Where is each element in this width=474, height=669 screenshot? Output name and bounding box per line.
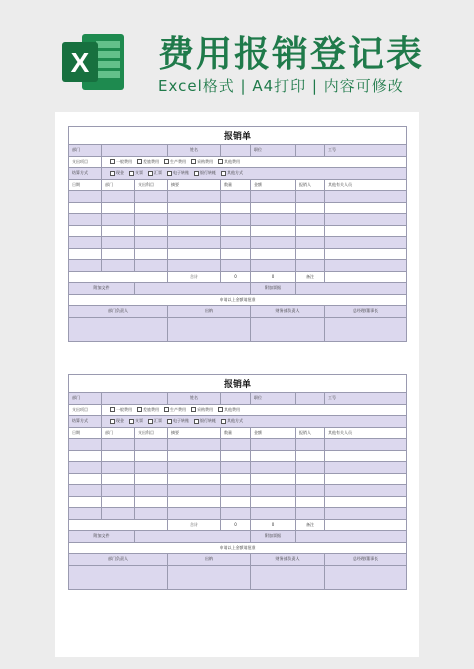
entry-cell[interactable]: [69, 248, 102, 260]
entry-cell[interactable]: [102, 248, 135, 260]
checkbox-label: 支票: [135, 170, 143, 176]
entry-cell[interactable]: [102, 191, 135, 203]
remark-label: 备注: [296, 271, 325, 283]
total-amount: 0: [251, 519, 296, 531]
table-row: [69, 508, 407, 520]
entry-cell[interactable]: [135, 225, 168, 237]
entry-cell[interactable]: [325, 248, 407, 260]
entry-cell[interactable]: [296, 473, 325, 485]
table-row: [69, 473, 407, 485]
entry-cell[interactable]: [102, 237, 135, 249]
entry-cell[interactable]: [135, 473, 168, 485]
entry-cell[interactable]: [102, 450, 135, 462]
extra-field[interactable]: [296, 283, 407, 295]
entry-cell[interactable]: [168, 485, 221, 497]
checkbox[interactable]: [129, 419, 134, 424]
entry-cell[interactable]: [296, 508, 325, 520]
dept-field[interactable]: [102, 145, 168, 157]
checkbox[interactable]: [218, 407, 223, 412]
checkbox[interactable]: [137, 159, 142, 164]
entry-cell[interactable]: [325, 450, 407, 462]
entry-cell[interactable]: [102, 473, 135, 485]
checkbox[interactable]: [148, 419, 153, 424]
column-header: 日期: [69, 427, 102, 439]
checkbox-label: 银行转帐: [200, 418, 216, 424]
entry-cell[interactable]: [296, 191, 325, 203]
attachment-field[interactable]: [135, 531, 251, 543]
column-header: 支出科目: [135, 179, 168, 191]
remark-field[interactable]: [325, 271, 407, 283]
entry-cell[interactable]: [221, 439, 251, 451]
sign-field[interactable]: [325, 565, 407, 589]
total-blank: [69, 519, 168, 531]
entry-cell[interactable]: [325, 225, 407, 237]
checkbox-label: 生产费用: [170, 406, 186, 412]
entry-cell[interactable]: [135, 237, 168, 249]
entry-cell[interactable]: [168, 508, 221, 520]
entry-cell[interactable]: [69, 473, 102, 485]
checkbox[interactable]: [221, 419, 226, 424]
column-header: 数量: [221, 427, 251, 439]
entry-cell[interactable]: [251, 462, 296, 474]
sign-field[interactable]: [168, 565, 251, 589]
checkbox-label: 差旅费用: [143, 158, 159, 164]
checkbox[interactable]: [137, 407, 142, 412]
entry-cell[interactable]: [251, 191, 296, 203]
entry-cell[interactable]: [135, 191, 168, 203]
checkbox[interactable]: [221, 171, 226, 176]
entry-cell[interactable]: [102, 508, 135, 520]
checkbox[interactable]: [167, 171, 172, 176]
table-row: [69, 260, 407, 272]
sign-field[interactable]: [69, 565, 168, 589]
checkbox-label: 银行转帐: [200, 170, 216, 176]
entry-cell[interactable]: [325, 485, 407, 497]
dept-label: 部门: [69, 145, 102, 157]
entry-cell[interactable]: [221, 496, 251, 508]
entry-cell[interactable]: [251, 225, 296, 237]
column-header: 摘要: [168, 427, 221, 439]
checkbox[interactable]: [218, 159, 223, 164]
entry-cell[interactable]: [221, 485, 251, 497]
table-row: [69, 496, 407, 508]
entry-cell[interactable]: [135, 508, 168, 520]
entry-cell[interactable]: [168, 473, 221, 485]
entry-cell[interactable]: [69, 508, 102, 520]
entry-cell[interactable]: [296, 496, 325, 508]
excel-icon: [62, 32, 126, 92]
table-row: [69, 450, 407, 462]
total-amount: 0: [251, 271, 296, 283]
entry-cell[interactable]: [251, 202, 296, 214]
checkbox-label: 生产费用: [170, 158, 186, 164]
total-qty: 0: [221, 519, 251, 531]
entry-cell[interactable]: [168, 496, 221, 508]
entry-cell[interactable]: [296, 248, 325, 260]
checkbox[interactable]: [129, 171, 134, 176]
entry-cell[interactable]: [251, 260, 296, 272]
entry-cell[interactable]: [69, 191, 102, 203]
table-row: [69, 485, 407, 497]
column-header: 支出科目: [135, 427, 168, 439]
attachment-field[interactable]: [135, 283, 251, 295]
checkbox-label: 其他方式: [227, 418, 243, 424]
checkbox-label: 电子转账: [173, 170, 189, 176]
column-header: 摘要: [168, 179, 221, 191]
position-label: 职位: [251, 393, 296, 405]
total-label: 合计: [168, 519, 221, 531]
checkbox-label: 电子转账: [173, 418, 189, 424]
table-row: [69, 439, 407, 451]
column-header: 报销人: [296, 427, 325, 439]
entry-cell[interactable]: [251, 248, 296, 260]
entry-cell[interactable]: [221, 202, 251, 214]
column-header: 日期: [69, 179, 102, 191]
checkbox[interactable]: [110, 171, 115, 176]
column-header: 部门: [102, 179, 135, 191]
checkbox[interactable]: [191, 159, 196, 164]
entry-cell[interactable]: [69, 462, 102, 474]
entry-cell[interactable]: [251, 473, 296, 485]
entry-cell[interactable]: [325, 202, 407, 214]
entry-cell[interactable]: [135, 496, 168, 508]
entry-cell[interactable]: [168, 248, 221, 260]
entry-cell[interactable]: [135, 450, 168, 462]
checkbox[interactable]: [194, 171, 199, 176]
sign-label: 财务部负责人: [251, 306, 325, 318]
entry-cell[interactable]: [69, 202, 102, 214]
page-title: 费用报销登记表: [158, 34, 425, 75]
entry-cell[interactable]: [102, 260, 135, 272]
column-header: 金额: [251, 179, 296, 191]
total-label: 合计: [168, 271, 221, 283]
entry-cell[interactable]: [251, 214, 296, 226]
dept-field[interactable]: [102, 393, 168, 405]
reimbursement-form: [68, 374, 406, 590]
entry-cell[interactable]: [168, 225, 221, 237]
total-blank: [69, 271, 168, 283]
entry-cell[interactable]: [168, 214, 221, 226]
extra-label: 附加票据: [251, 531, 296, 543]
entry-cell[interactable]: [168, 450, 221, 462]
table-row: [69, 225, 407, 237]
checkbox-label: 现金: [116, 170, 124, 176]
entry-cell[interactable]: [221, 473, 251, 485]
name-field[interactable]: [221, 145, 251, 157]
entry-cell[interactable]: [102, 214, 135, 226]
entry-cell[interactable]: [251, 439, 296, 451]
form-table: [68, 126, 407, 342]
entry-cell[interactable]: [221, 225, 251, 237]
entry-cell[interactable]: [296, 450, 325, 462]
column-header: 金额: [251, 427, 296, 439]
attachment-label: 附加文件: [69, 531, 135, 543]
checkbox[interactable]: [148, 171, 153, 176]
entry-cell[interactable]: [69, 485, 102, 497]
sign-label: 总经理/董事长: [325, 554, 407, 566]
form-title: 报销单: [69, 127, 407, 145]
position-field[interactable]: [296, 393, 325, 405]
sign-field[interactable]: [251, 317, 325, 341]
expense-item-label: 支出项目: [69, 404, 102, 416]
sign-field[interactable]: [69, 317, 168, 341]
payment-method-label: 结算方式: [69, 416, 102, 428]
position-field[interactable]: [296, 145, 325, 157]
column-header: 报销人: [296, 179, 325, 191]
payment-method-options: [102, 168, 407, 180]
approval-text: 申请以上金额请批准: [69, 294, 407, 306]
column-header: 其他有关人员: [325, 179, 407, 191]
entry-cell[interactable]: [135, 462, 168, 474]
entry-cell[interactable]: [69, 439, 102, 451]
name-label: 姓名: [168, 145, 221, 157]
entry-cell[interactable]: [102, 462, 135, 474]
sign-field[interactable]: [168, 317, 251, 341]
entry-cell[interactable]: [168, 191, 221, 203]
entry-cell[interactable]: [168, 237, 221, 249]
checkbox-label: 一般费用: [116, 406, 132, 412]
form-title: 报销单: [69, 375, 407, 393]
entry-cell[interactable]: [168, 439, 221, 451]
page-subtitle: Excel格式 | A4打印 | 内容可修改: [158, 77, 404, 95]
entry-cell[interactable]: [251, 237, 296, 249]
entry-cell[interactable]: [69, 496, 102, 508]
entry-cell[interactable]: [221, 508, 251, 520]
column-header: 数量: [221, 179, 251, 191]
entry-cell[interactable]: [251, 485, 296, 497]
checkbox[interactable]: [110, 407, 115, 412]
checkbox-label: 采购费用: [197, 158, 213, 164]
reimbursement-form: [68, 126, 406, 342]
id-label: 工号: [325, 393, 407, 405]
entry-cell[interactable]: [221, 248, 251, 260]
extra-field[interactable]: [296, 531, 407, 543]
entry-cell[interactable]: [296, 237, 325, 249]
sign-label: 部门负责人: [69, 554, 168, 566]
name-field[interactable]: [221, 393, 251, 405]
entry-cell[interactable]: [325, 237, 407, 249]
a4-page: [55, 112, 419, 657]
entry-cell[interactable]: [102, 225, 135, 237]
name-label: 姓名: [168, 393, 221, 405]
table-row: [69, 462, 407, 474]
checkbox-label: 汇票: [154, 418, 162, 424]
checkbox-label: 其他方式: [227, 170, 243, 176]
entry-cell[interactable]: [325, 260, 407, 272]
payment-method-label: 结算方式: [69, 168, 102, 180]
entry-cell[interactable]: [221, 450, 251, 462]
entry-cell[interactable]: [135, 485, 168, 497]
entry-cell[interactable]: [102, 202, 135, 214]
form-table: [68, 374, 407, 590]
expense-item-options: [102, 404, 407, 416]
sign-label: 财务部负责人: [251, 554, 325, 566]
sign-label: 总经理/董事长: [325, 306, 407, 318]
checkbox[interactable]: [110, 159, 115, 164]
entry-cell[interactable]: [251, 508, 296, 520]
entry-cell[interactable]: [296, 202, 325, 214]
header: [0, 0, 474, 112]
entry-cell[interactable]: [221, 191, 251, 203]
table-row: [69, 191, 407, 203]
sign-field[interactable]: [325, 317, 407, 341]
extra-label: 附加票据: [251, 283, 296, 295]
entry-cell[interactable]: [325, 508, 407, 520]
sign-label: 部门负责人: [69, 306, 168, 318]
checkbox-label: 支票: [135, 418, 143, 424]
entry-cell[interactable]: [135, 214, 168, 226]
checkbox[interactable]: [191, 407, 196, 412]
checkbox[interactable]: [164, 407, 169, 412]
attachment-label: 附加文件: [69, 283, 135, 295]
entry-cell[interactable]: [135, 248, 168, 260]
checkbox[interactable]: [167, 419, 172, 424]
entry-cell[interactable]: [135, 202, 168, 214]
entry-cell[interactable]: [325, 191, 407, 203]
payment-method-options: [102, 416, 407, 428]
remark-field[interactable]: [325, 519, 407, 531]
entry-cell[interactable]: [325, 439, 407, 451]
entry-cell[interactable]: [296, 225, 325, 237]
checkbox-label: 其他费用: [224, 406, 240, 412]
entry-cell[interactable]: [296, 439, 325, 451]
checkbox[interactable]: [194, 419, 199, 424]
checkbox[interactable]: [110, 419, 115, 424]
logo-letter: X: [70, 47, 90, 78]
remark-label: 备注: [296, 519, 325, 531]
table-row: [69, 237, 407, 249]
checkbox-label: 采购费用: [197, 406, 213, 412]
entry-cell[interactable]: [69, 214, 102, 226]
expense-item-options: [102, 156, 407, 168]
column-header: 其他有关人员: [325, 427, 407, 439]
expense-item-label: 支出项目: [69, 156, 102, 168]
entry-cell[interactable]: [325, 496, 407, 508]
entry-cell[interactable]: [102, 485, 135, 497]
entry-cell[interactable]: [296, 485, 325, 497]
entry-cell[interactable]: [102, 496, 135, 508]
entry-cell[interactable]: [251, 450, 296, 462]
table-row: [69, 214, 407, 226]
column-header: 部门: [102, 427, 135, 439]
checkbox-label: 现金: [116, 418, 124, 424]
entry-cell[interactable]: [69, 237, 102, 249]
entry-cell[interactable]: [221, 462, 251, 474]
total-qty: 0: [221, 271, 251, 283]
id-label: 工号: [325, 145, 407, 157]
entry-cell[interactable]: [168, 202, 221, 214]
entry-cell[interactable]: [325, 214, 407, 226]
entry-cell[interactable]: [325, 473, 407, 485]
checkbox-label: 汇票: [154, 170, 162, 176]
entry-cell[interactable]: [168, 462, 221, 474]
checkbox-label: 差旅费用: [143, 406, 159, 412]
sign-field[interactable]: [251, 565, 325, 589]
entry-cell[interactable]: [69, 260, 102, 272]
entry-cell[interactable]: [221, 237, 251, 249]
approval-text: 申请以上金额请批准: [69, 542, 407, 554]
checkbox-label: 一般费用: [116, 158, 132, 164]
entry-cell[interactable]: [325, 462, 407, 474]
entry-cell[interactable]: [69, 225, 102, 237]
sign-label: 出纳: [168, 306, 251, 318]
entry-cell[interactable]: [296, 260, 325, 272]
checkbox-label: 其他费用: [224, 158, 240, 164]
entry-cell[interactable]: [135, 260, 168, 272]
entry-cell[interactable]: [69, 450, 102, 462]
entry-cell[interactable]: [221, 214, 251, 226]
sign-label: 出纳: [168, 554, 251, 566]
entry-cell[interactable]: [296, 462, 325, 474]
entry-cell[interactable]: [102, 439, 135, 451]
entry-cell[interactable]: [251, 496, 296, 508]
table-row: [69, 248, 407, 260]
checkbox[interactable]: [164, 159, 169, 164]
position-label: 职位: [251, 145, 296, 157]
table-row: [69, 202, 407, 214]
entry-cell[interactable]: [221, 260, 251, 272]
dept-label: 部门: [69, 393, 102, 405]
entry-cell[interactable]: [168, 260, 221, 272]
entry-cell[interactable]: [296, 214, 325, 226]
entry-cell[interactable]: [135, 439, 168, 451]
